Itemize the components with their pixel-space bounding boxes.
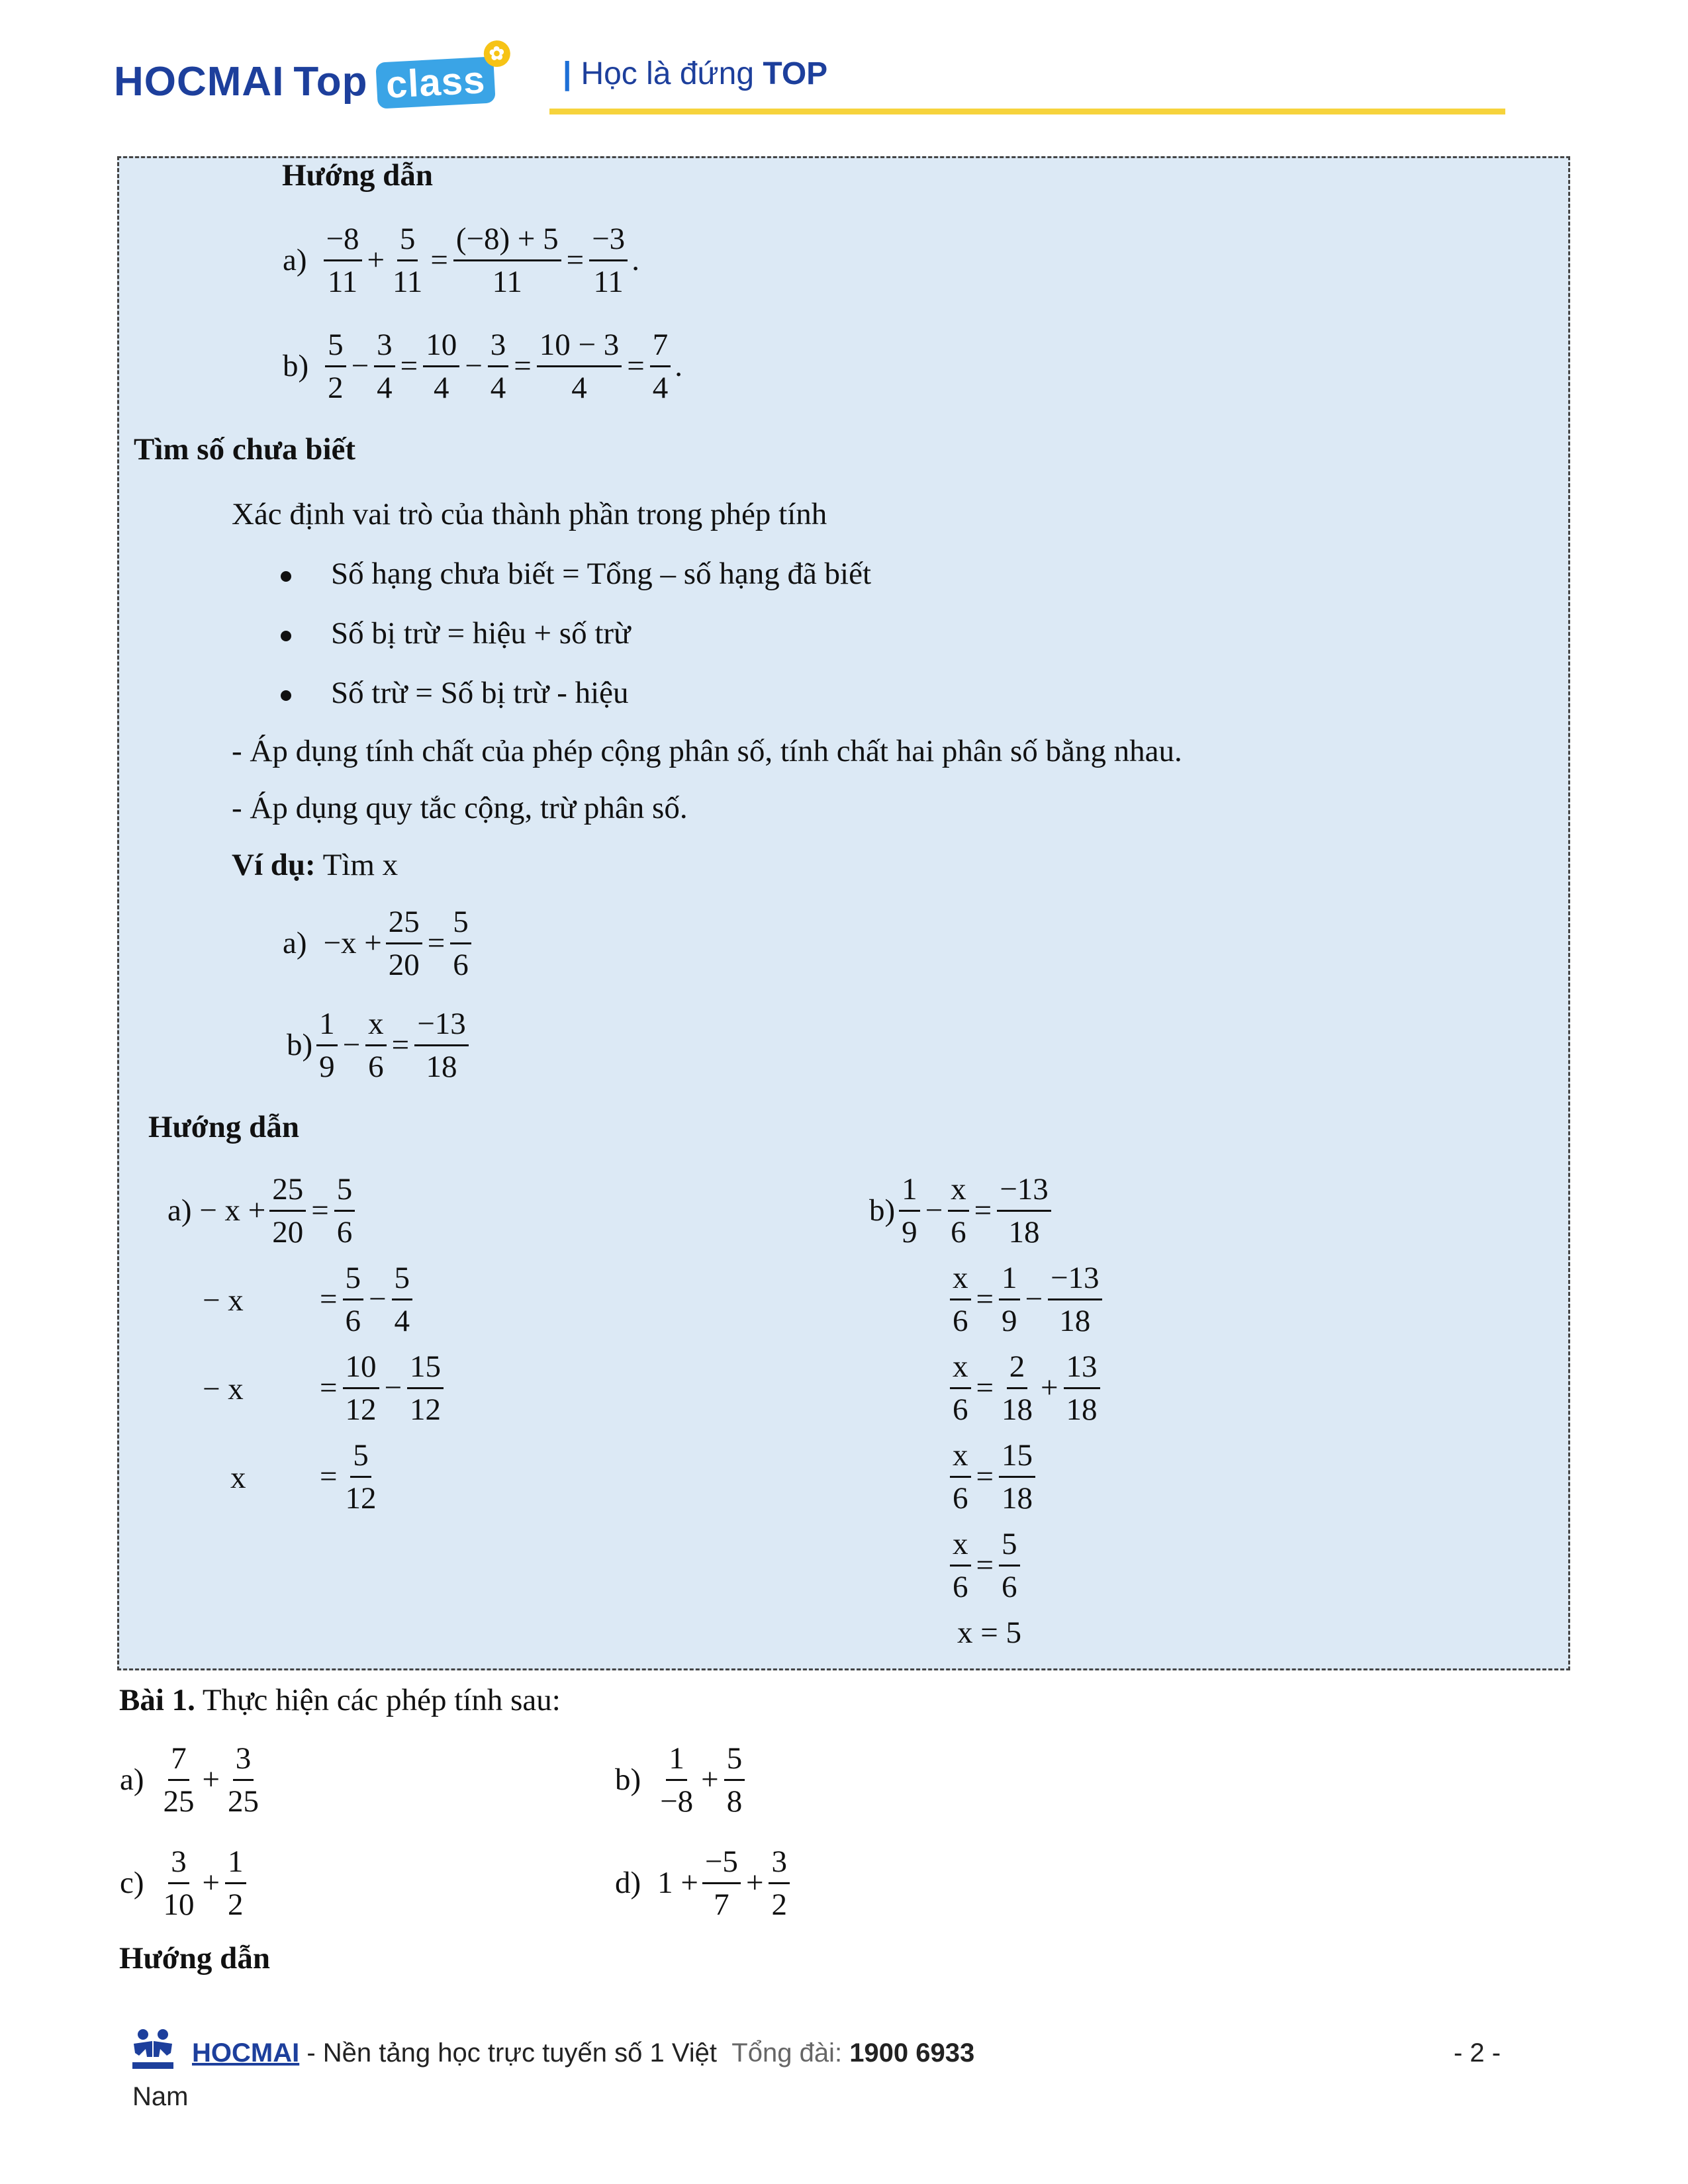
fraction: $\frac{5}{12}$ <box>343 1435 379 1519</box>
bullet-item: Số hạng chưa biết = Tổng – số hạng đã biết <box>281 556 871 592</box>
solution-b-line-1: b) 1 9 − $\frac{x}{6}$ = $\frac{-13}{18}$ <box>867 1169 1053 1253</box>
fraction: $\frac{-13}{18}$ <box>1048 1257 1102 1342</box>
brand-logo <box>114 42 506 107</box>
fraction: $\frac{15}{12}$ <box>407 1346 444 1430</box>
solution-a-lhs: − x <box>203 1372 244 1406</box>
header-divider <box>549 109 1505 114</box>
fraction: $\frac{15}{18}$ <box>999 1435 1035 1519</box>
fraction: $\frac{3}{2}$ <box>769 1841 790 1925</box>
fraction: $\frac{10}{12}$ <box>343 1346 379 1430</box>
bullet-item: Số bị trừ = hiệu + số trừ <box>281 615 631 651</box>
page-number: - 2 - <box>1454 2038 1501 2068</box>
footer-text: HOCMAI - Nền tảng học trực tuyến số 1 Việt Tổng đài: 1900 6933 <box>192 2038 975 2068</box>
fraction: $\frac{25}{20}$ <box>269 1169 306 1253</box>
section-title: Tìm số chưa biết <box>134 432 356 467</box>
example-1a <box>281 218 641 302</box>
fraction: $\frac{x}{6}$ <box>365 1003 387 1087</box>
solution-b-line-2: $\frac{x}{6}$ = $\frac{1}{9}$ − $\frac{-13}{18}$ <box>948 1257 1104 1342</box>
fraction: $\frac{-5}{7}$ <box>702 1841 741 1925</box>
example-2a: a) −x + $\frac{25}{20}$ = $\frac{5}{6}$ <box>281 901 473 985</box>
period: . <box>675 349 682 383</box>
solution-a-line-2: = $\frac{5}{6}$ − $\frac{5}{4}$ <box>316 1257 414 1342</box>
solution-a-line-3: = $\frac{10}{12}$ − $\frac{15}{12}$ <box>316 1346 445 1430</box>
exercise-title: Bài 1. Thực hiện các phép tính sau: <box>119 1683 561 1717</box>
fraction: $\frac{3}{4}$ <box>488 324 509 408</box>
equals: = <box>430 243 448 277</box>
brand-class: class <box>385 58 487 107</box>
fraction: $\frac{1}{9}$ <box>999 1257 1020 1342</box>
hocmai-logo-icon <box>130 2026 176 2073</box>
fraction: 1 9 <box>316 1003 338 1087</box>
star-icon: ✿ <box>483 40 511 68</box>
fraction: $\frac{5}{6}$ <box>450 901 471 985</box>
fraction: $\frac{1}{2}$ <box>225 1841 246 1925</box>
fraction: $\frac{3}{25}$ <box>225 1738 261 1822</box>
fraction: $\frac{5}{6}$ <box>999 1524 1020 1608</box>
footer-brand-link[interactable]: HOCMAI <box>192 2038 300 2068</box>
fraction: 1 −8 <box>657 1738 696 1822</box>
fraction: $\frac{2}{18}$ <box>999 1346 1035 1430</box>
fraction: $\frac{(-8) + 5}{11}$ <box>453 218 561 302</box>
fraction: 5 2 <box>325 324 346 408</box>
guide-heading-1: Hướng dẫn <box>282 158 433 193</box>
fraction: $\frac{5}{4}$ <box>392 1257 413 1342</box>
brand-top: Top <box>293 59 368 105</box>
bullet-item: Số trừ = Số bị trừ - hiệu <box>281 675 629 711</box>
example-1b <box>281 324 684 408</box>
period: . <box>632 243 639 277</box>
operator: + <box>367 243 385 277</box>
fraction: $\frac{x}{6}$ <box>950 1346 971 1430</box>
solution-a-lhs: − x <box>203 1283 244 1318</box>
intro-text: Xác định vai trò của thành phần trong phép tính <box>232 497 827 531</box>
exercise-guide-heading: Hướng dẫn <box>119 1941 270 1976</box>
fraction: $\frac{5}{11}$ <box>390 218 425 302</box>
rule-text: - Áp dụng tính chất của phép cộng phân số, tính chất hai phân số bằng nhau. <box>232 734 1182 768</box>
exercise-b: b) 1 −8 + $\frac{5}{8}$ <box>613 1738 747 1822</box>
equals: = <box>627 349 645 383</box>
fraction: $\frac{10 - 3}{4}$ <box>537 324 622 408</box>
fraction: $\frac{-13}{18}$ <box>997 1169 1051 1253</box>
fraction: $\frac{x}{6}$ <box>948 1169 969 1253</box>
label-a: a) <box>283 243 307 277</box>
tagline <box>563 56 827 92</box>
fraction: $\frac{7}{4}$ <box>650 324 671 408</box>
guide-heading-2: Hướng dẫn <box>148 1110 299 1144</box>
example-title: Ví dụ: Tìm x <box>232 848 399 882</box>
solution-a-lhs: x <box>230 1461 246 1495</box>
bullet-icon <box>281 571 291 582</box>
exercise-a: a) 7 25 + $\frac{3}{25}$ <box>118 1738 263 1822</box>
fraction: $\frac{x}{6}$ <box>950 1435 971 1519</box>
solution-a-line-4: = $\frac{5}{12}$ <box>316 1435 381 1519</box>
fraction: $\frac{25}{20}$ <box>386 901 422 985</box>
fraction: $\frac{5}{8}$ <box>724 1738 745 1822</box>
solution-b-result: x = 5 <box>957 1615 1022 1650</box>
equals: = <box>566 243 585 277</box>
brand-hocmai: HOCMAI <box>114 59 285 105</box>
bullet-icon <box>281 690 291 701</box>
fraction: $\frac{10}{4}$ <box>423 324 459 408</box>
fraction: 7 25 <box>161 1738 197 1822</box>
solution-a-line-1: a) − x + $\frac{25}{20}$ = $\frac{5}{6}$ <box>165 1169 357 1253</box>
solution-b-line-4: $\frac{x}{6}$ = $\frac{15}{18}$ <box>948 1435 1037 1519</box>
equals: = <box>514 349 532 383</box>
equals: = <box>400 349 418 383</box>
label-b: b) <box>283 349 309 383</box>
exercise-c: c) 3 10 + $\frac{1}{2}$ <box>118 1841 248 1925</box>
brand-class-badge <box>376 42 506 109</box>
fraction: 3 10 <box>161 1841 197 1925</box>
fraction: $\frac{3}{4}$ <box>374 324 395 408</box>
solution-b-line-3: $\frac{x}{6}$ = $\frac{2}{18}$ + $\frac{13}{18}$ <box>948 1346 1102 1430</box>
operator: − <box>351 349 369 383</box>
fraction: $\frac{x}{6}$ <box>950 1257 971 1342</box>
fraction: $\frac{5}{6}$ <box>343 1257 364 1342</box>
fraction: −8 11 <box>324 218 362 302</box>
example-2b: b) 1 9 − $\frac{x}{6}$ = $\frac{-13}{18}$ <box>285 1003 471 1087</box>
tagline-prefix: Học là đứng <box>581 56 755 91</box>
fraction: $\frac{-3}{11}$ <box>589 218 628 302</box>
fraction: $\frac{5}{6}$ <box>334 1169 355 1253</box>
solution-b-line-5: $\frac{x}{6}$ = $\frac{5}{6}$ <box>948 1524 1022 1608</box>
exercise-d: d) 1 + $\frac{-5}{7}$ + $\frac{3}{2}$ <box>613 1841 792 1925</box>
fraction: $\frac{-13}{18}$ <box>414 1003 469 1087</box>
fraction: $\frac{x}{6}$ <box>950 1524 971 1608</box>
tagline-bar: | <box>563 56 572 91</box>
fraction: 1 9 <box>899 1169 920 1253</box>
fraction: $\frac{13}{18}$ <box>1064 1346 1100 1430</box>
bullet-icon <box>281 631 291 641</box>
footer-line-2: Nam <box>132 2082 189 2111</box>
rule-text: - Áp dụng quy tắc cộng, trừ phân số. <box>232 791 688 825</box>
tagline-top: TOP <box>763 56 828 91</box>
operator: − <box>465 349 483 383</box>
